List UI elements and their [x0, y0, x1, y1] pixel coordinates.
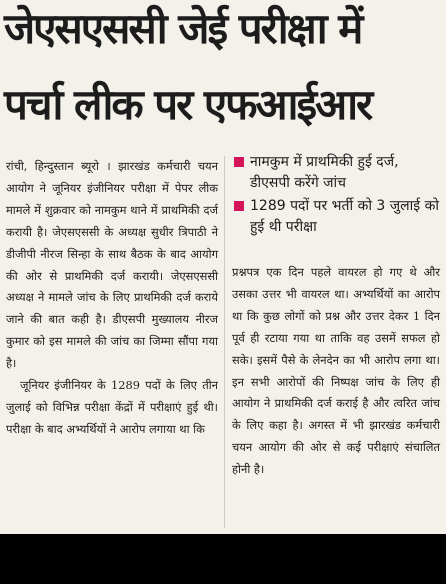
article-body-left — [6, 156, 218, 441]
column-divider — [224, 156, 225, 528]
highlight-text: नामकुम में प्राथमिकी हुई दर्ज, डीएसपी करेंगे जांच — [250, 154, 399, 191]
square-bullet-icon — [234, 157, 244, 167]
highlight-item — [232, 196, 442, 238]
highlights-box — [232, 152, 442, 258]
article-body-right — [232, 262, 440, 481]
article-paragraph-2: जूनियर इंजीनियर के 1289 पदों के लिए तीन जुलाई को विभिन्न परीक्षा केंद्रों में परीक्षाएं हुई थी। परीक्षा के बाद अभ्यर्थियों ने आरोप लगाया था कि — [6, 378, 218, 436]
highlight-text: 1289 पदों पर भर्ती को 3 जुलाई को हुई थी परीक्षा — [250, 198, 439, 235]
headline-line-1: जेएसएससी जेई परीक्षा में — [4, 4, 362, 53]
square-bullet-icon — [234, 201, 244, 211]
article-paragraph-3: प्रश्नपत्र एक दिन पहले वायरल हो गए थे और उसका उत्तर भी वायरल था। अभ्यर्थियों का आरोप था कि कुछ लोगों को प्रश्न और उत्तर देकर 1 दिन पूर्व ही रटाया गया था ताकि वह उसमें सफल हो सके। इसमें पैसे के लेनदेन का भी आरोप लगा था। इन सभी आरोपों की निष्पक्ष जांच के लिए ही आयोग ने प्राथमिकी दर्ज कराई है और त्वरित जांच के लिए कहा है। अगस्त में भी झारखंड कर्मचारी चयन आयोग की ओर से कई परीक्षाएं संचालित होनी है। — [232, 265, 440, 477]
headline-line-2: पर्चा लीक पर एफआईआर — [4, 80, 372, 129]
article-paragraph-1: रांची, हिन्दुस्तान ब्यूरो । झारखंड कर्मचारी चयन आयोग ने जूनियर इंजीनियर परीक्षा में पेपर लीक मामले में शुक्रवार को नामकुम थाने में प्राथमिकी दर्ज करायी है। जेएसएससी के अध्यक्ष सुधीर त्रिपाठी ने डीजीपी नीरज सिन्हा के साथ बैठक के बाद आयोग की ओर से प्राथमिकी दर्ज करायी। जेएसएससी अध्यक्ष ने मामले जांच के लिए प्राथमिकी दर्ज कराये जाने की बात कही है। डीएसपी मुख्यालय नीरज कुमार को इस मामले की जांच का जिम्मा सौंपा गया है। — [6, 159, 218, 371]
highlight-item — [232, 152, 442, 194]
